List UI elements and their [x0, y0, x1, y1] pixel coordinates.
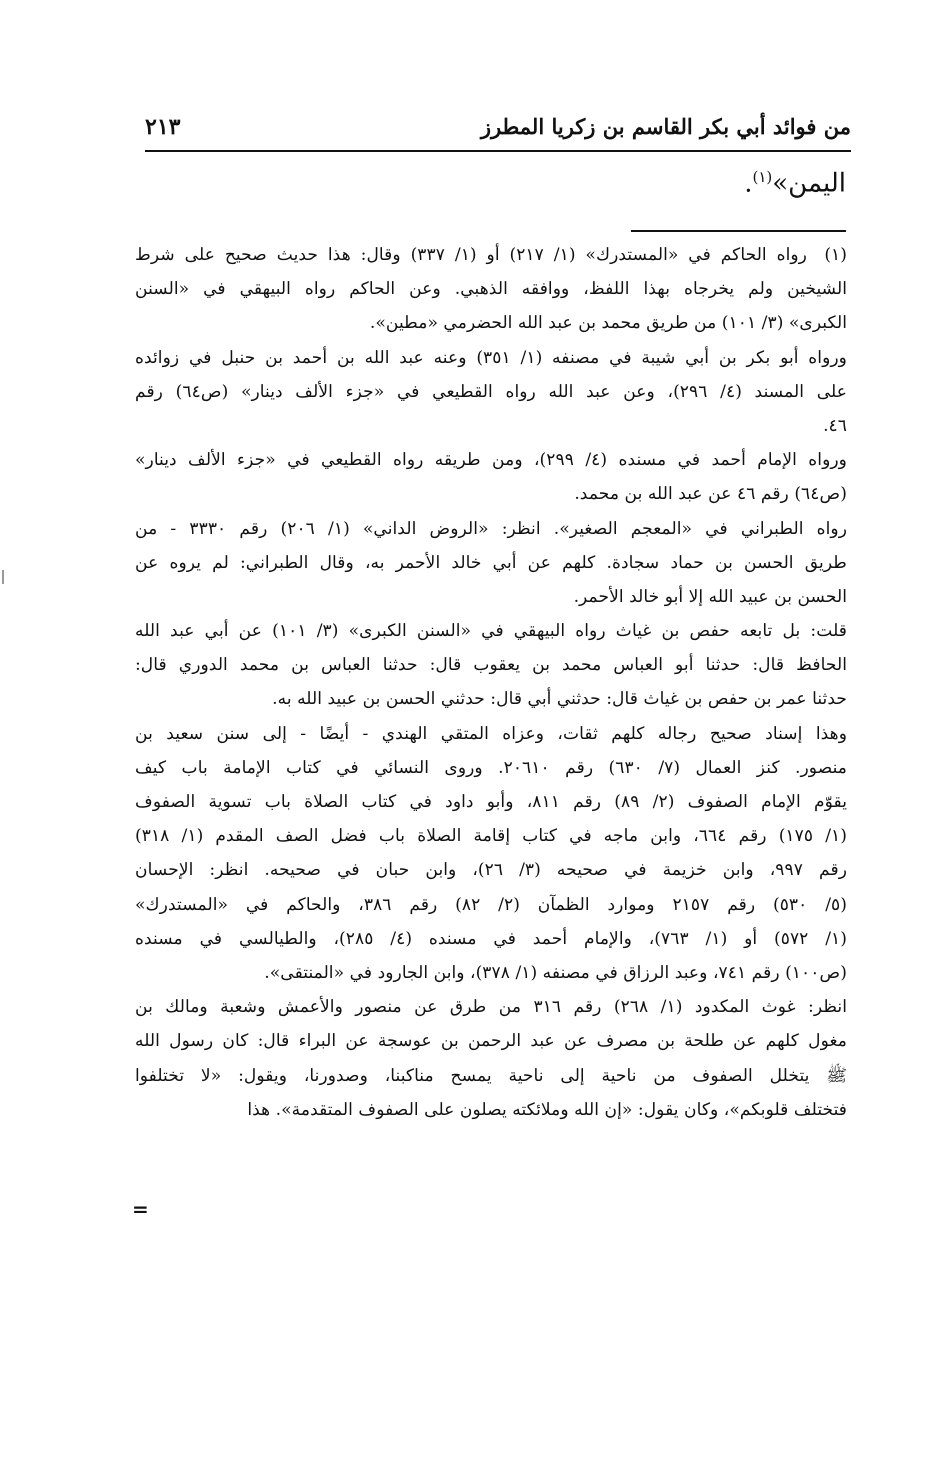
footnote-line: (ص٦٤) رقم ٤٦ عن عبد الله بن محمد. [574, 484, 847, 505]
footnote-line: فتختلف قلوبكم»، وكان يقول: «إن الله وملائكته يصلون على الصفوف المتقدمة». هذا [247, 1099, 847, 1120]
footnote-line: حدثنا عمر بن حفص بن غياث قال: حدثني أبي قال: حدثني الحسن بن عبيد الله به. [272, 689, 847, 710]
footnote-line: (١/ ٥٧٢) أو (١/ ٧٦٣)، والإمام أحمد في مسنده (٤/ ٢٨٥)، والطيالسي في مسنده [135, 928, 847, 949]
footnote-reference: (١) [752, 168, 773, 186]
footnote-line: ﷺ يتخلل الصفوف من ناحية إلى ناحية يمسح مناكبنا، وصدورنا، ويقول: «لا تختلفوا [135, 1065, 847, 1086]
footnote-line: ورواه الإمام أحمد في مسنده (٤/ ٢٩٩)، ومن طريقه رواه القطيعي في «جزء الألف دينار» [135, 450, 847, 471]
margin-mark [2, 570, 4, 584]
footnote-line: (ص١٠٠) رقم ٧٤١، وعبد الرزاق في مصنفه (١/ ٣٧٨)، وابن الجارود في «المنتقى». [264, 962, 847, 983]
running-title: من فوائد أبي بكر القاسم بن زكريا المطرز [480, 114, 851, 139]
footnote-line: رواه الحاكم في «المستدرك» (١/ ٢١٧) أو (١/ ٣٣٧) وقال: هذا حديث صحيح على شرط [135, 245, 807, 265]
footnote-line: على المسند (٤/ ٢٩٦)، وعن عبد الله رواه القطيعي في «جزء الألف دينار» (ص٦٤) رقم [135, 381, 847, 402]
main-text [744, 168, 846, 199]
footnote-line: (٥/ ٥٣٠) رقم ٢١٥٧ وموارد الظمآن (٢/ ٨٢) رقم ٣٨٦، والحاكم في «المستدرك» [135, 894, 847, 915]
footnote-line: يقوّم الإمام الصفوف (٢/ ٨٩) رقم ٨١١، وأبو داود في كتاب الصلاة باب تسوية الصفوف [135, 792, 847, 812]
footnote-line: قلت: بل تابعه حفص بن غياث رواه البيهقي في «السنن الكبرى» (٣/ ١٠١) عن أبي عبد الله [135, 621, 847, 642]
footnote-line: مغول كلهم عن طلحة بن مصرف عن عبد الرحمن بن عوسجة عن البراء قال: كان رسول الله [135, 1031, 847, 1052]
footnote-line: منصور. كنز العمال (٧/ ٦٣٠) رقم ٢٠٦١٠. وروى النسائي في كتاب الإمامة باب كيف [135, 757, 847, 778]
continuation-mark: = [132, 1197, 149, 1221]
footnote-line: طريق الحسن بن حماد سجادة. كلهم عن أبي خالد الأحمر به، وقال الطبراني: لم يروه عن [135, 552, 847, 573]
footnote-line: الكبرى» (٣/ ١٠١) من طريق محمد بن عبد الله الحضرمي «مطين». [369, 313, 847, 334]
header-rule [145, 150, 851, 152]
footnote-line: الحافظ قال: حدثنا أبو العباس محمد بن يعقوب قال: حدثنا العباس بن محمد الدوري قال: [135, 655, 847, 676]
footnote-line: رواه الطبراني في «المعجم الصغير». انظر: «الروض الداني» (١/ ٢٠٦) رقم ٣٣٣٠ - من [135, 518, 847, 539]
footnote-marker: (١) [824, 245, 847, 265]
footnote-line: رقم ٩٩٧، وابن خزيمة في صحيحه (٣/ ٢٦)، وابن حبان في صحيحه. انظر: الإحسان [135, 860, 847, 881]
footnote-line: ورواه أبو بكر بن أبي شيبة في مصنفه (١/ ٣٥١) وعنه عبد الله بن أحمد بن حنبل في زوائده [135, 347, 847, 368]
footnote-rule [631, 230, 846, 232]
footnote-line: وهذا إسناد صحيح رجاله كلهم ثقات، وعزاه المتقي الهندي - أيضًا - إلى سنن سعيد بن [135, 723, 847, 744]
page-header [145, 104, 851, 144]
footnote-line: الحسن بن عبيد الله إلا أبو خالد الأحمر. [573, 586, 847, 607]
page-number: ٢١٣ [145, 114, 181, 140]
main-text-body: اليمن» [772, 168, 846, 199]
footnote-line: (١/ ١٧٥) رقم ٦٦٤، وابن ماجه في كتاب إقامة الصلاة باب فضل الصف المقدم (١/ ٣١٨) [135, 826, 847, 847]
main-text-end: . [744, 168, 753, 199]
footnote-line: انظر: غوث المكدود (١/ ٢٦٨) رقم ٣١٦ من طرق عن منصور والأعمش وشعبة ومالك بن [135, 997, 847, 1018]
footnote-block [135, 238, 847, 1127]
footnote-line: ٤٦. [823, 415, 847, 436]
footnote-line: الشيخين ولم يخرجاه بهذا اللفظ، ووافقه الذهبي. وعن الحاكم رواه البيهقي في «السنن [135, 279, 847, 300]
